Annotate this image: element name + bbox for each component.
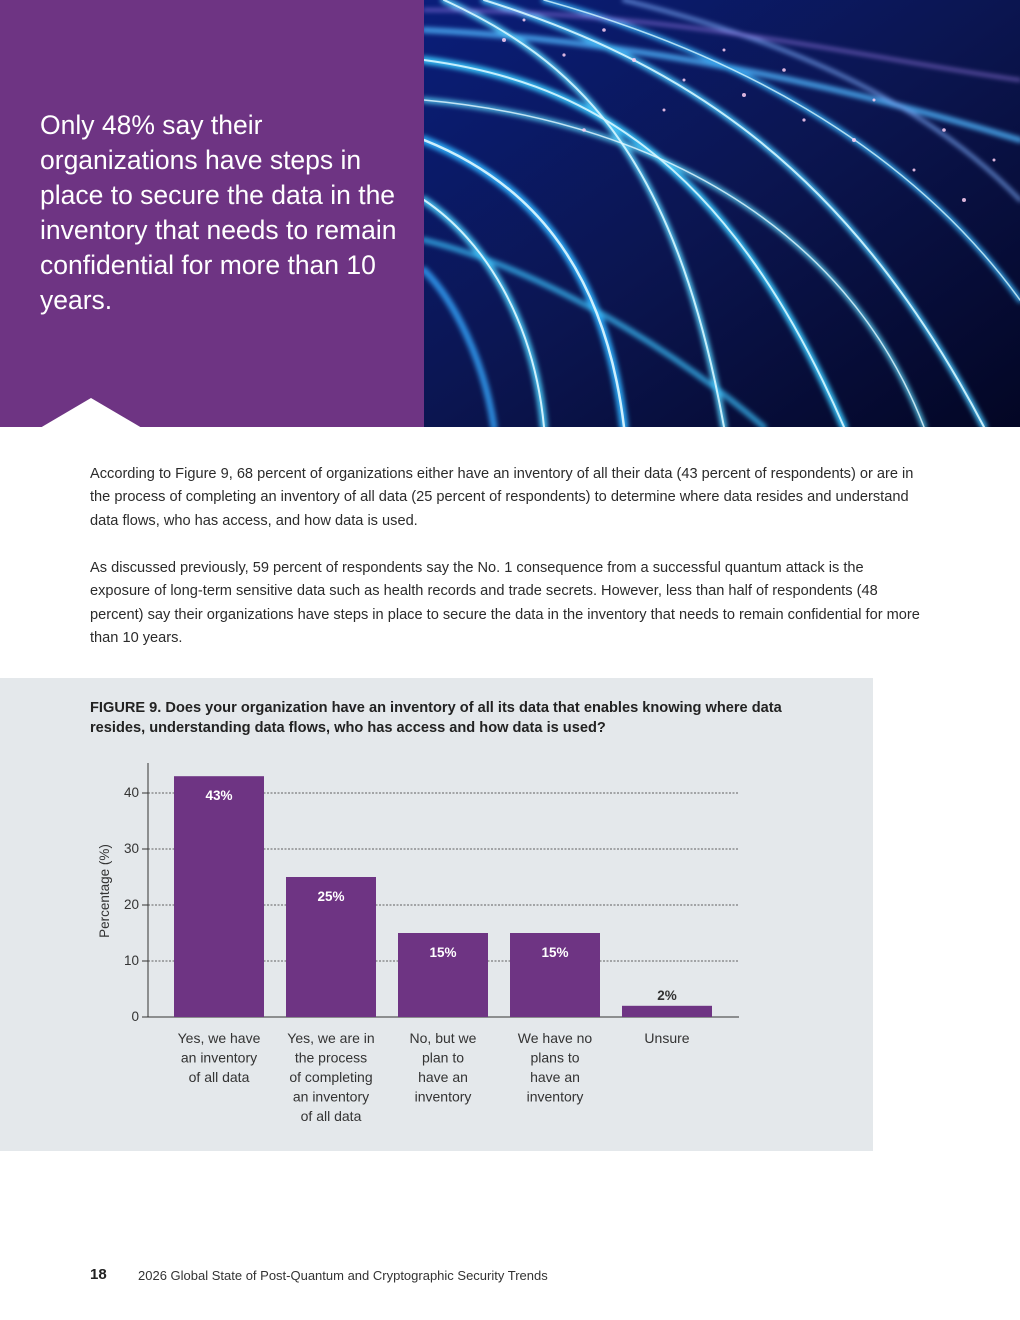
bar-chart [0, 678, 873, 1151]
body-paragraph-1: According to Figure 9, 68 percent of organizations either have an inventory of all their data (43 percent of respondents) or are in the process of completing an inventory of all data (25 percent of respondents) to determine where data resides and understand data flows, who has access, and how data is used. [90, 466, 914, 529]
x-tick-label: plan to [421, 1049, 465, 1066]
data-label: 15% [541, 945, 569, 960]
x-tick-label: the process [294, 1049, 368, 1066]
x-tick-label: have an [418, 1069, 468, 1085]
hero-notch-shape [40, 398, 142, 428]
x-tick-label: have an [530, 1069, 580, 1085]
bar [174, 776, 264, 1017]
page-number: 18 [90, 1266, 107, 1283]
x-tick-label: of all data [188, 1069, 250, 1085]
x-tick-label: Yes, we have [177, 1030, 261, 1046]
x-tick-label: Unsure [644, 1030, 690, 1046]
bar [622, 1006, 712, 1017]
x-tick-label: inventory [414, 1088, 472, 1105]
x-tick-label: Yes, we are in [287, 1030, 375, 1046]
x-tick-label: We have no [517, 1030, 593, 1046]
data-label: 2% [657, 987, 677, 1003]
y-tick-label: 10 [123, 953, 139, 968]
x-tick-label: of completing [289, 1069, 373, 1085]
x-tick-label: an inventory [292, 1088, 370, 1105]
footer-title: 2026 Global State of Post-Quantum and Cryptographic Security Trends [138, 1268, 548, 1283]
x-tick-label: of all data [300, 1108, 362, 1124]
y-tick-label: 0 [131, 1009, 139, 1024]
x-tick-label: No, but we [409, 1030, 477, 1046]
figure-title: FIGURE 9. Does your organization have an inventory of all its data that enables knowing where data resides, understanding data flows, who has access and how data is used? [90, 700, 782, 736]
data-label: 43% [205, 788, 233, 804]
fiber-optic-image [424, 0, 1020, 427]
hero-callout-text: Only 48% say their organizations have steps in place to secure the data in the inventory that needs to remain confidential for more than 10 years. [40, 110, 397, 315]
y-tick-label: 40 [123, 785, 139, 800]
y-tick-label: 30 [123, 841, 139, 856]
x-tick-label: inventory [526, 1088, 584, 1105]
data-label: 25% [317, 889, 345, 904]
y-tick-label: 20 [123, 897, 139, 912]
y-axis-label: Percentage (%) [97, 844, 112, 938]
hero-panel [0, 0, 424, 427]
figure-9-container [0, 678, 873, 1151]
x-tick-label: an inventory [180, 1049, 258, 1066]
data-label: 15% [429, 945, 457, 960]
body-paragraph-2: As discussed previously, 59 percent of respondents say the No. 1 consequence from a successful quantum attack is the exposure of long-term sensitive data such as health records and trade secrets. However, less than half of respondents (48 percent) say their organizations have steps in place to secure the data in the inventory that needs to remain confidential for more than 10 years. [90, 560, 920, 647]
x-tick-label: plans to [530, 1049, 580, 1066]
